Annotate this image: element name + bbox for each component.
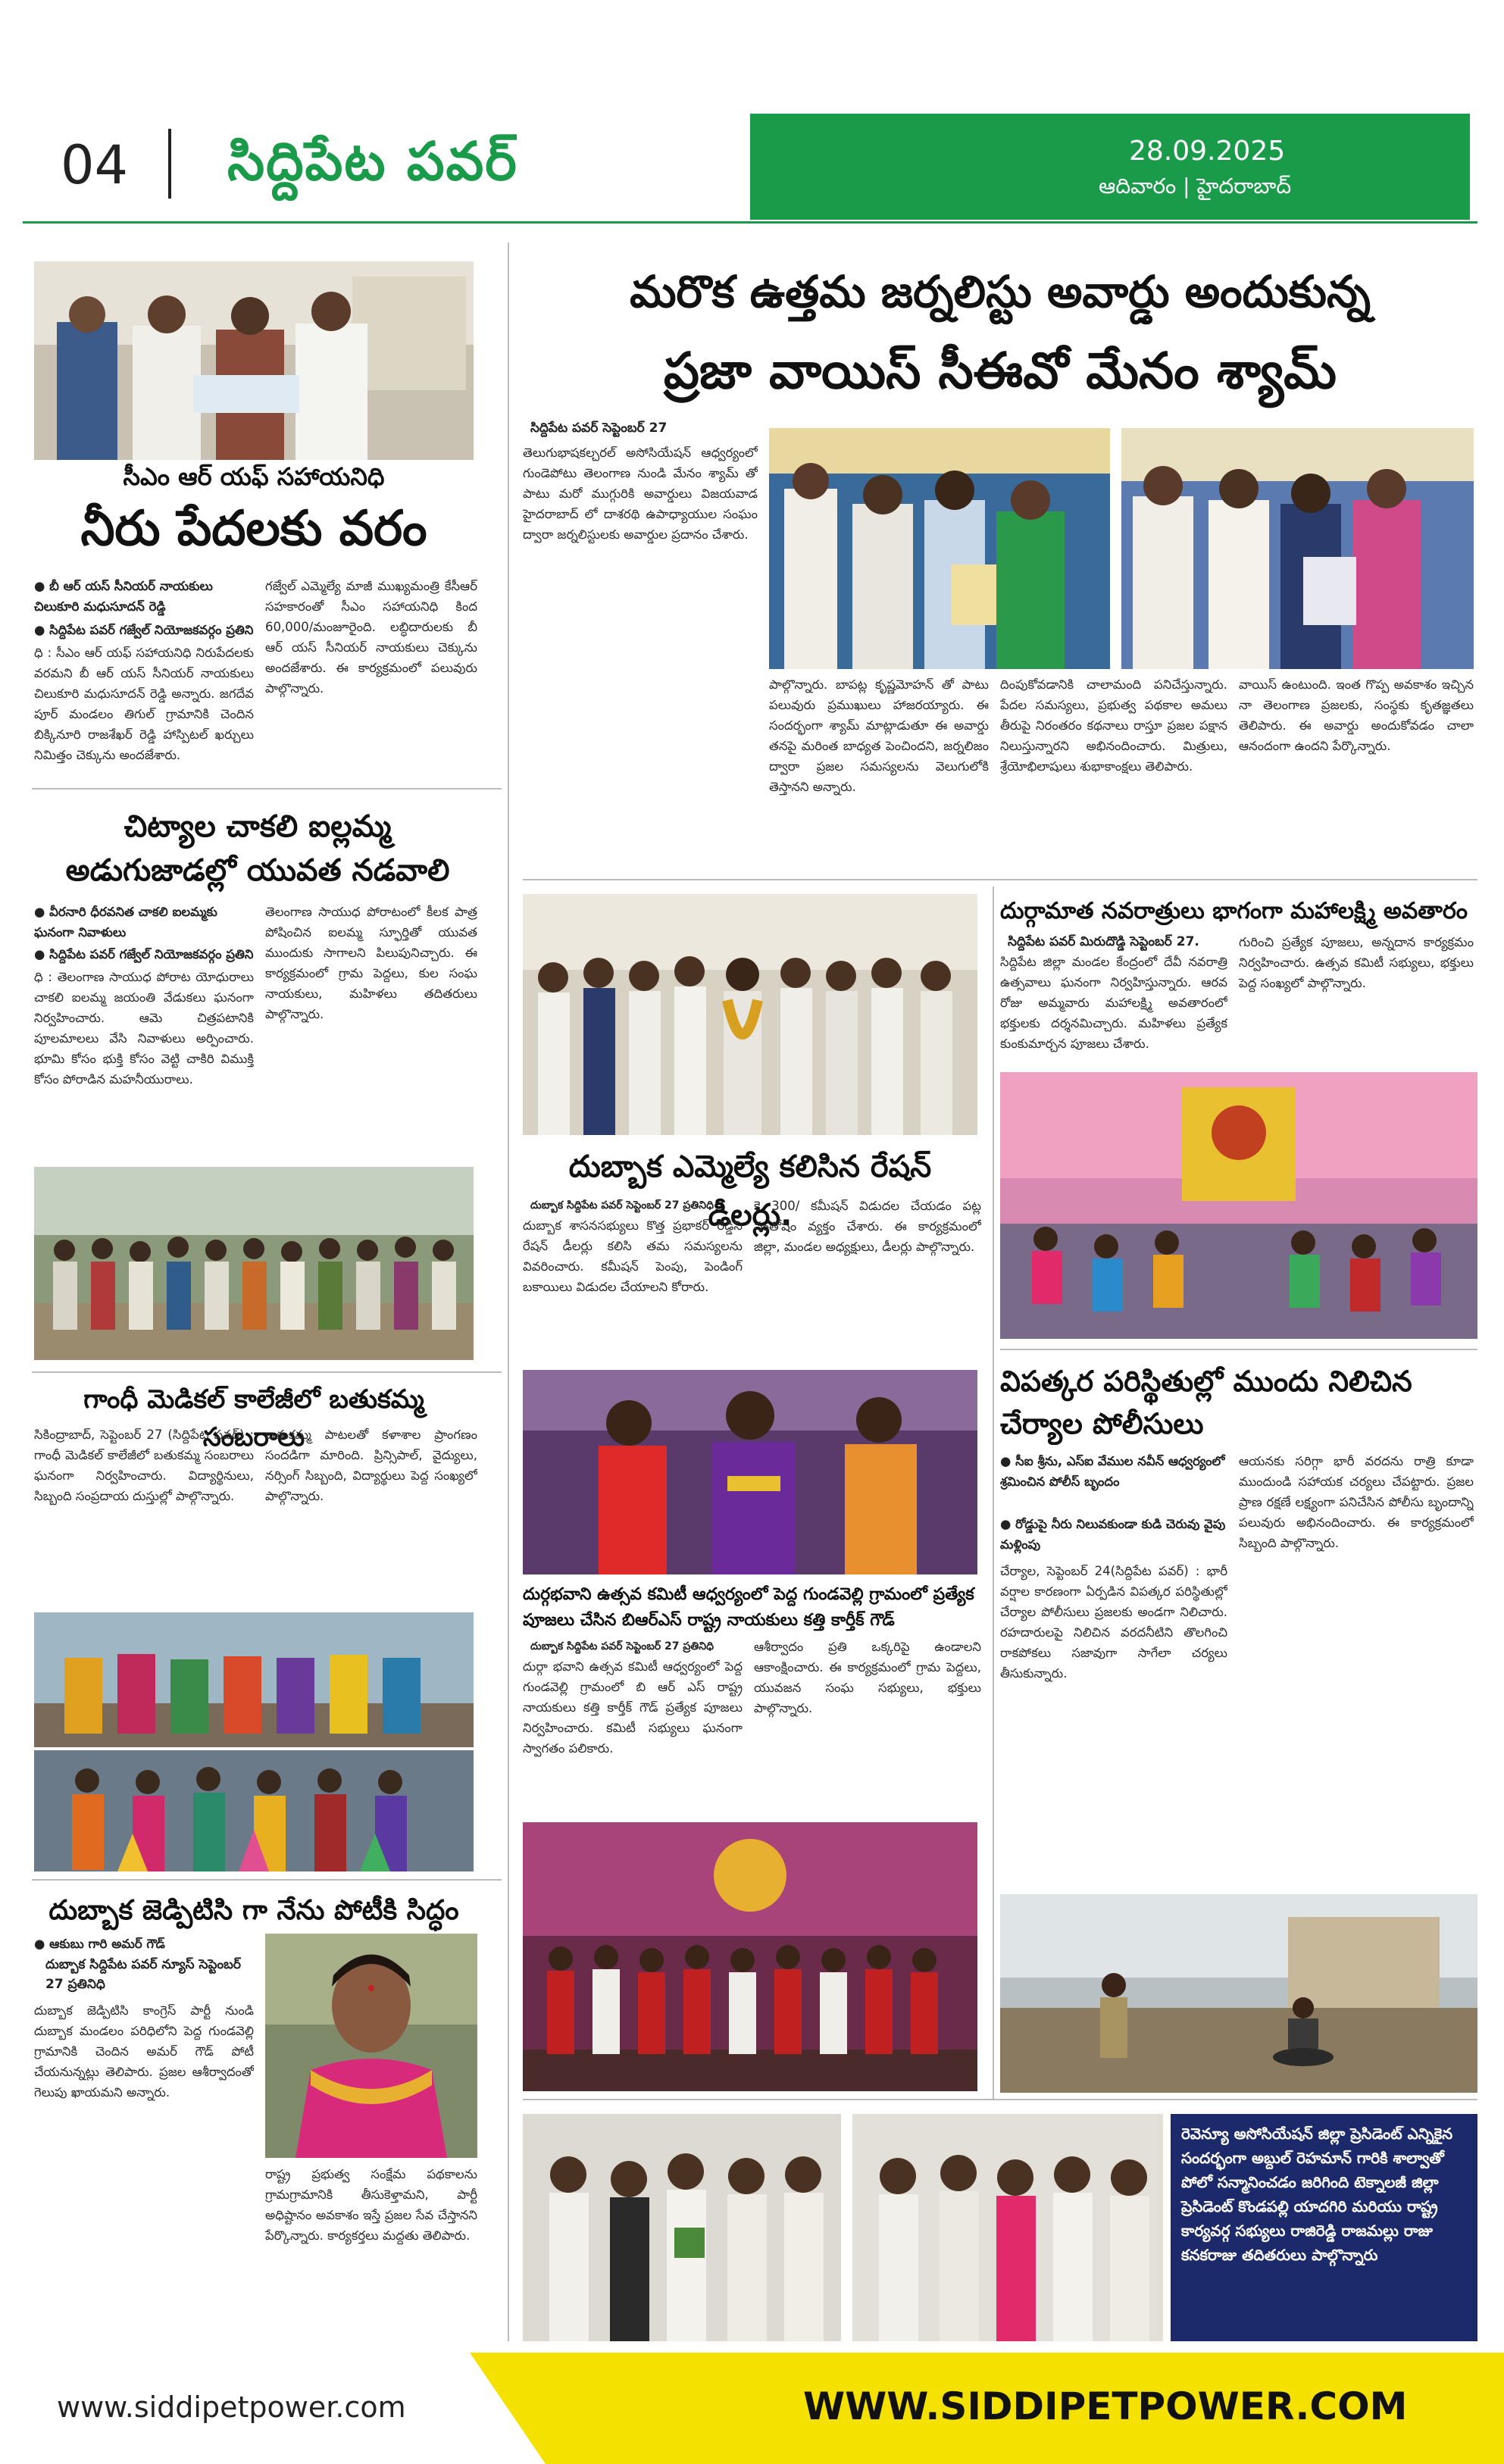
- durga-bhavani-photo-1: [523, 1370, 977, 1574]
- gandhi-headline: గాంధీ మెడికల్ కాలేజీలో బతుకమ్మ సంబరాలు: [83, 1384, 424, 1452]
- chityala-body-right: తెలంగాణ సాయుధ పోరాటంలో కీలక పాత్ర పోషించిన ఐలమ్మ స్ఫూర్తితో యువత ముందుకు సాగాలని పిలుపునిచ్చారు. ఈ కార్యక్రమంలో గ్రామ పెద్దలు, కుల సంఘ నాయకులు, మహిళలు తదితరులు పాల్గొన్నారు.: [265, 905, 477, 1021]
- gandhi-bathukamma-photo-1: [34, 1612, 474, 1747]
- police-body-left: చేర్యాల, సెప్టెంబర్ 24(సిద్దిపేట పవర్) : భారీ వర్షాల కారణంగా ఏర్పడిన విపత్కర పరిస్థితుల్లో చేర్యాల పోలీసులు ప్రజలకు అండగా నిలిచారు. రహదారులపై నిలిచిన వరదనీటిని తొలగించి రాకపోకలు సజావుగా సాగేలా చర్యలు తీసుకున్నారు.: [1000, 1564, 1227, 1681]
- durga-pooja-photo: [1000, 1072, 1477, 1339]
- chityala-group-photo: [34, 1167, 474, 1360]
- page-number: 04: [61, 134, 129, 196]
- police-body-right: ఆయనకు సరిగ్గా భారీ వరదను రాత్రి కూడా ముందుండి సహాయక చర్యలు చేపట్టారు. ప్రజల ప్రాణ రక్షణే లక్ష్యంగా పనిచేసిన పోలీసు బృందాన్ని పలువురు అభినందించారు. ఈ కార్యక్రమంలో సిబ్బంది పాల్గొన్నారు.: [1239, 1454, 1474, 1550]
- zptc-bullet-1-text: ఆకుబు గారి అమర్ గౌడ్: [49, 1937, 165, 1951]
- column-divider-right: [993, 886, 994, 2099]
- header-green-block: [750, 114, 1470, 220]
- durga-headline: దుర్గామాత నవరాత్రులు భాగంగా మహాలక్ష్మి అవతారం: [1000, 898, 1468, 924]
- footer-url-left[interactable]: www.siddipetpower.com: [57, 2391, 406, 2424]
- police-headline: విపత్కర పరిస్థితుల్లో ముందు నిలిచిన చేర్యాల పోలీసులు: [1000, 1365, 1412, 1440]
- police-bullet-1: ● సీఐ శ్రీను, ఎస్ఐ వేముల నవీన్ ఆధ్వర్యంలో శ్రమించిన పోలీస్ బృందం: [1000, 1454, 1225, 1489]
- cmrf-headline-small: సీఎం ఆర్ యఫ్ సహాయనిధి: [123, 462, 385, 491]
- section-divider-1: [32, 788, 502, 790]
- durga-bhavani-photo-2: [523, 1822, 977, 2091]
- chityala-bullet-2-text: సిద్దిపేట పవర్ గజ్వేల్ నియోజకవర్గం ప్రతిని: [49, 947, 254, 962]
- ration-dealers-photo: [523, 894, 977, 1135]
- durga-body-left: సిద్దిపేట జిల్లా మండల కేంద్రంలో దేవీ నవరాత్రి ఉత్సవాలు ఘనంగా నిర్వహిస్తున్నారు. ఆరవ రోజు అమ్మవారు మహాలక్ష్మి అవతారంలో భక్తులకు దర్శనమిచ్చారు. మహిళలు ప్రత్యేక కుంకుమార్చన పూజలు చేశారు.: [1000, 955, 1227, 1051]
- chityala-bullet-1-text: వీరనారి ధీరవనిత చాకలి ఐలమ్మకు ఘనంగా నివాళులు: [34, 905, 217, 940]
- cmrf-bullet-2-text: సిద్దిపేట పవర్ గజ్వేల్ నియోజకవర్గం ప్రతిని: [49, 623, 254, 637]
- section-divider-5: [1000, 1349, 1477, 1350]
- ration-body-left: దుబ్బాక శాసనసభ్యులు కొత్త ప్రభాకర్ రెడ్డిని రేషన్ డీలర్లు కలిసి తమ సమస్యలను వివరించారు. కమీషన్ పెంపు, పెండింగ్ బకాయిలు విడుదల చేయాలని కోరారు.: [523, 1218, 743, 1294]
- durga-byline: సిద్దిపేట పవర్ మిరుదొడ్డి సెప్టెంబర్ 27.: [1008, 934, 1199, 949]
- zptc-bullet-1: ● ఆకుబు గారి అమర్ గౌడ్: [34, 1937, 165, 1951]
- journalist-award-photo-1: [769, 428, 1110, 669]
- journalist-headline-1: మరొక ఉత్తమ జర్నలిస్టు అవార్డు అందుకున్న: [630, 266, 1371, 317]
- journalist-byline: సిద్దిపేట పవర్ సెప్టెంబర్ 27: [530, 421, 668, 436]
- durga-bhavani-body-left: దుర్గా భవాని ఉత్సవ కమిటీ ఆధ్వర్యంలో పెద్ద గుండవెల్లి గ్రామంలో బి ఆర్ ఎస్ రాష్ట్ర నాయకులు కత్తి కార్తీక్ గౌడ్ ప్రత్యేక పూజలు నిర్వహించారు. కమిటీ సభ్యులు ఘనంగా స్వాగతం పలికారు.: [523, 1659, 743, 1756]
- cmrf-body-right: గజ్వేల్ ఎమ్మెల్యే మాజీ ముఖ్యమంత్రి కేసీఆర్ సహకారంతో సీఎం సహాయనిధి కింద 60,000/మంజూరైంది. లబ్ధిదారులకు బీ ఆర్ యస్ సీనియర్ నాయకులు చెక్కును అందజేశారు. ఈ కార్యక్రమంలో పలువురు పాల్గొన్నారు.: [265, 579, 477, 696]
- ration-body-right: కె 300/ కమీషన్ విడుదల చేయడం పట్ల సంతోషం వ్యక్తం చేశారు. ఈ కార్యక్రమంలో జిల్లా, మండల అధ్యక్షులు, డీలర్లు పాల్గొన్నారు.: [754, 1199, 981, 1254]
- header-day-city: ఆదివారం | హైదరాబాద్: [1099, 174, 1292, 199]
- footer-url-right[interactable]: WWW.SIDDIPETPOWER.COM: [803, 2384, 1408, 2428]
- header-divider: [168, 129, 171, 199]
- cmrf-cheque-photo: [34, 261, 474, 460]
- police-bullet-1-text: సీఐ శ్రీను, ఎస్ఐ వేముల నవీన్ ఆధ్వర్యంలో శ్రమించిన పోలీస్ బృందం: [1000, 1454, 1225, 1489]
- section-divider-6: [523, 2099, 1477, 2100]
- gandhi-body-left: సికింద్రాబాద్, సెప్టెంబర్ 27 (సిద్దిపేట పవర్) : గాంధీ మెడికల్ కాలేజీలో బతుకమ్మ సంబరాలు ఘనంగా నిర్వహించారు. విద్యార్థినులు, సిబ్బంది సంప్రదాయ దుస్తుల్లో పాల్గొన్నారు.: [34, 1427, 254, 1503]
- journalist-award-photo-2: [1121, 428, 1474, 669]
- chityala-bullet-1: ● వీరనారి ధీరవనిత చాకలి ఐలమ్మకు ఘనంగా నివాళులు: [34, 905, 217, 940]
- revenue-photo-2: [852, 2114, 1163, 2341]
- zptc-body-right: రాష్ట్ర ప్రభుత్వ సంక్షేమ పథకాలను గ్రామగ్రామానికి తీసుకెళ్తామని, పార్టీ అధిష్టానం అవకాశం ఇస్తే ప్రజల సేవ చేస్తానని పేర్కొన్నారు. కార్యకర్తలు మద్దతు తెలిపారు.: [265, 2167, 477, 2243]
- durga-bhavani-headline: దుర్గభవాని ఉత్సవ కమిటీ ఆధ్వర్యంలో పెద్ద గుండవెల్లి గ్రామంలో ప్రత్యేక పూజలు చేసిన బిఆర్ఎస్ రాష్ట్ర నాయకులు కత్తి కార్తీక్ గౌడ్: [523, 1585, 974, 1630]
- revenue-ad-box: [1171, 2114, 1477, 2341]
- ration-byline: దుబ్బాక సిద్దిపేట పవర్ సెప్టెంబర్ 27 ప్రతినిధి: [530, 1199, 714, 1212]
- zptc-byline: దుబ్బాక సిద్దిపేట పవర్ న్యూస్ సెప్టెంబర్ 27 ప్రతినిధి: [45, 1957, 241, 1992]
- journalist-body-col4: వాయిస్ ఉంటుంది. ఇంత గొప్ప అవకాశం ఇచ్చిన నా తెలంగాణ ప్రజలకు, సంస్థకు కృతజ్ఞతలు తెలిపారు. ఈ అవార్డు అందుకోవడం చాలా ఆనందంగా ఉందని పేర్కొన్నారు.: [1239, 677, 1474, 753]
- police-bullet-2: ● రోడ్డుపై నీరు నిలువకుండా కుడి చెరువు వైపు మళ్లింపు: [1000, 1517, 1226, 1552]
- cmrf-headline-large: నీరు పేదలకు వరం: [80, 501, 427, 557]
- section-divider-4: [523, 879, 1477, 880]
- journalist-body-col3: దింపుకోవడానికి చాలామంది పనిచేస్తున్నారు. పేదల సమస్యలు, ప్రభుత్వ పథకాల అమలు తీరుపై నిరంతరం కథనాలు రాస్తూ ప్రజల పక్షాన నిలుస్తున్నారని అభినందించారు. మిత్రులు, శ్రేయోభిలాషులు శుభాకాంక్షలు తెలిపారు.: [1000, 677, 1227, 774]
- journalist-body-col2: పాల్గొన్నారు. బాపట్ల కృష్ణమోహన్ తో పాటు పలువురు ప్రముఖులు హాజరయ్యారు. ఈ సందర్భంగా శ్యామ్ మాట్లాడుతూ ఈ అవార్డు తనపై మరింత బాధ్యత పెంచిందని, జర్నలిజం ద్వారా ప్రజల సమస్యలను వెలుగులోకి తెస్తానని అన్నారు.: [769, 677, 989, 794]
- column-divider-left: [508, 242, 509, 2341]
- cmrf-bullet-2: ● సిద్దిపేట పవర్ గజ్వేల్ నియోజకవర్గం ప్రతిని: [34, 623, 254, 637]
- ration-headline: దుబ్బాక ఎమ్మెల్యే కలిసిన రేషన్ డీలర్లు.: [568, 1149, 932, 1233]
- journalist-headline-2: ప్రజా వాయిస్ సీఈవో మేనం శ్యామ్: [664, 342, 1337, 400]
- section-divider-2: [32, 1371, 502, 1373]
- zptc-body-left: దుబ్బాక జెడ్పిటిసి కాంగ్రెస్ పార్టీ నుండి దుబ్బాక మండలం పరిధిలోని పెద్ద గుండవెల్లి గ్రామానికి చెందిన అమర్ గౌడ్ పోటీ చేయనున్నట్లు తెలిపారు. ప్రజల ఆశీర్వాదంతో గెలుపు ఖాయమని అన్నారు.: [34, 2003, 254, 2100]
- police-flood-photo: [1000, 1894, 1477, 2093]
- durga-bhavani-byline: దుబ్బాక సిద్దిపేట పవర్ సెప్టెంబర్ 27 ప్రతినిధి: [530, 1640, 714, 1653]
- zptc-candidate-photo: [265, 1934, 477, 2158]
- section-divider-3: [32, 1879, 502, 1881]
- journalist-body-col1: తెలుగుభాషకల్చరల్ అసోసియేషన్ ఆధ్వర్యంలో గుండెపోటు తెలంగాణ నుండి మేనం శ్యామ్ తో పాటు మరో ముగ్గురికి అవార్డులు విజయవాడ హైదరాబాద్ లో దాశరథి ఉపాధ్యాయుల సంఘం ద్వారా జర్నలిస్టులకు అవార్డుల ప్రదానం చేశారు.: [523, 446, 758, 542]
- chityala-headline: చిట్యాల చాకలి ఐల్లమ్మ అడుగుజాడల్లో యువత నడవాలి: [65, 809, 450, 888]
- zptc-headline: దుబ్బాక జెడ్పిటిసి గా నేను పోటీకి సిద్ధం: [48, 1895, 459, 1926]
- chityala-bullet-2: ● సిద్దిపేట పవర్ గజ్వేల్ నియోజకవర్గం ప్రతిని: [34, 947, 254, 962]
- durga-bhavani-body-right: ఆశీర్వాదం ప్రతి ఒక్కరిపై ఉండాలని ఆకాంక్షించారు. ఈ కార్యక్రమంలో గ్రామ పెద్దలు, యువజన సంఘ సభ్యులు, భక్తులు పాల్గొన్నారు.: [754, 1640, 981, 1715]
- masthead: సిద్దిపేట పవర్: [227, 130, 518, 192]
- header-date: 28.09.2025: [1129, 136, 1286, 167]
- cmrf-body-left: ధి : సీఎం ఆర్ యఫ్ సహాయనిధి నిరుపేదలకు వరమని బీ ఆర్ యస్ సీనియర్ నాయకులు చిలుకూరి మధుసూదన్ రెడ్డి అన్నారు. జగదేవ పూర్ మండలం తిగుల్ గ్రామానికి చెందిన బిక్కినూరి రాజశేఖర్ రెడ్డి హాస్పిటల్ ఖర్చులు నిమిత్తం చెక్కును అందజేశారు.: [34, 646, 254, 762]
- revenue-photo-1: [523, 2114, 841, 2341]
- cmrf-bullet-1: ● బీ ఆర్ యస్ సీనియర్ నాయకులు చిలుకూరి మధుసూదన్ రెడ్డి: [34, 579, 213, 614]
- police-bullet-2-text: రోడ్డుపై నీరు నిలువకుండా కుడి చెరువు వైపు మళ్లింపు: [1000, 1517, 1226, 1552]
- header-underline: [23, 221, 1477, 224]
- durga-body-right: గురించి ప్రత్యేక పూజలు, అన్నదాన కార్యక్రమం నిర్వహించారు. ఉత్సవ కమిటీ సభ్యులు, భక్తులు పెద్ద సంఖ్యలో పాల్గొన్నారు.: [1239, 935, 1474, 990]
- gandhi-bathukamma-photo-2: [34, 1750, 474, 1871]
- revenue-ad-text: రెవెన్యూ అసోసియేషన్ జిల్లా ప్రెసిడెంట్ ఎన్నికైన సందర్భంగా అబ్దుల్ రెహమాన్ గారికి శాల్వాతో పోలో సన్మానించడం జరిగింది టెక్నాలజీ జిల్లా ప్రెసిడెంట్ కొండపల్లి యాదగిరి మరియు రాష్ట్ర కార్యవర్గ సభ్యులు రాజిరెడ్డి రాజమల్లు రాజు కనకరాజు తదితరులు పాల్గొన్నారు: [1181, 2125, 1453, 2264]
- chityala-body-left: ధి : తెలంగాణ సాయుధ పోరాట యోధురాలు చాకలి ఐలమ్మ జయంతి వేడుకలు ఘనంగా నిర్వహించారు. ఆమె చిత్రపటానికి పూలమాలలు వేసి నివాళులు అర్పించారు. భూమి కోసం భుక్తి కోసం వెట్టి చాకిరి విముక్తి కోసం పోరాడిన మహనీయురాలు.: [34, 970, 254, 1087]
- cmrf-bullet-1-text: బీ ఆర్ యస్ సీనియర్ నాయకులు చిలుకూరి మధుసూదన్ రెడ్డి: [34, 579, 213, 614]
- gandhi-body-right: బతుకమ్మ పాటలతో కళాశాల ప్రాంగణం సందడిగా మారింది. ప్రిన్సిపాల్, వైద్యులు, నర్సింగ్ సిబ్బంది, విద్యార్థులు పెద్ద సంఖ్యలో పాల్గొన్నారు.: [265, 1427, 477, 1503]
